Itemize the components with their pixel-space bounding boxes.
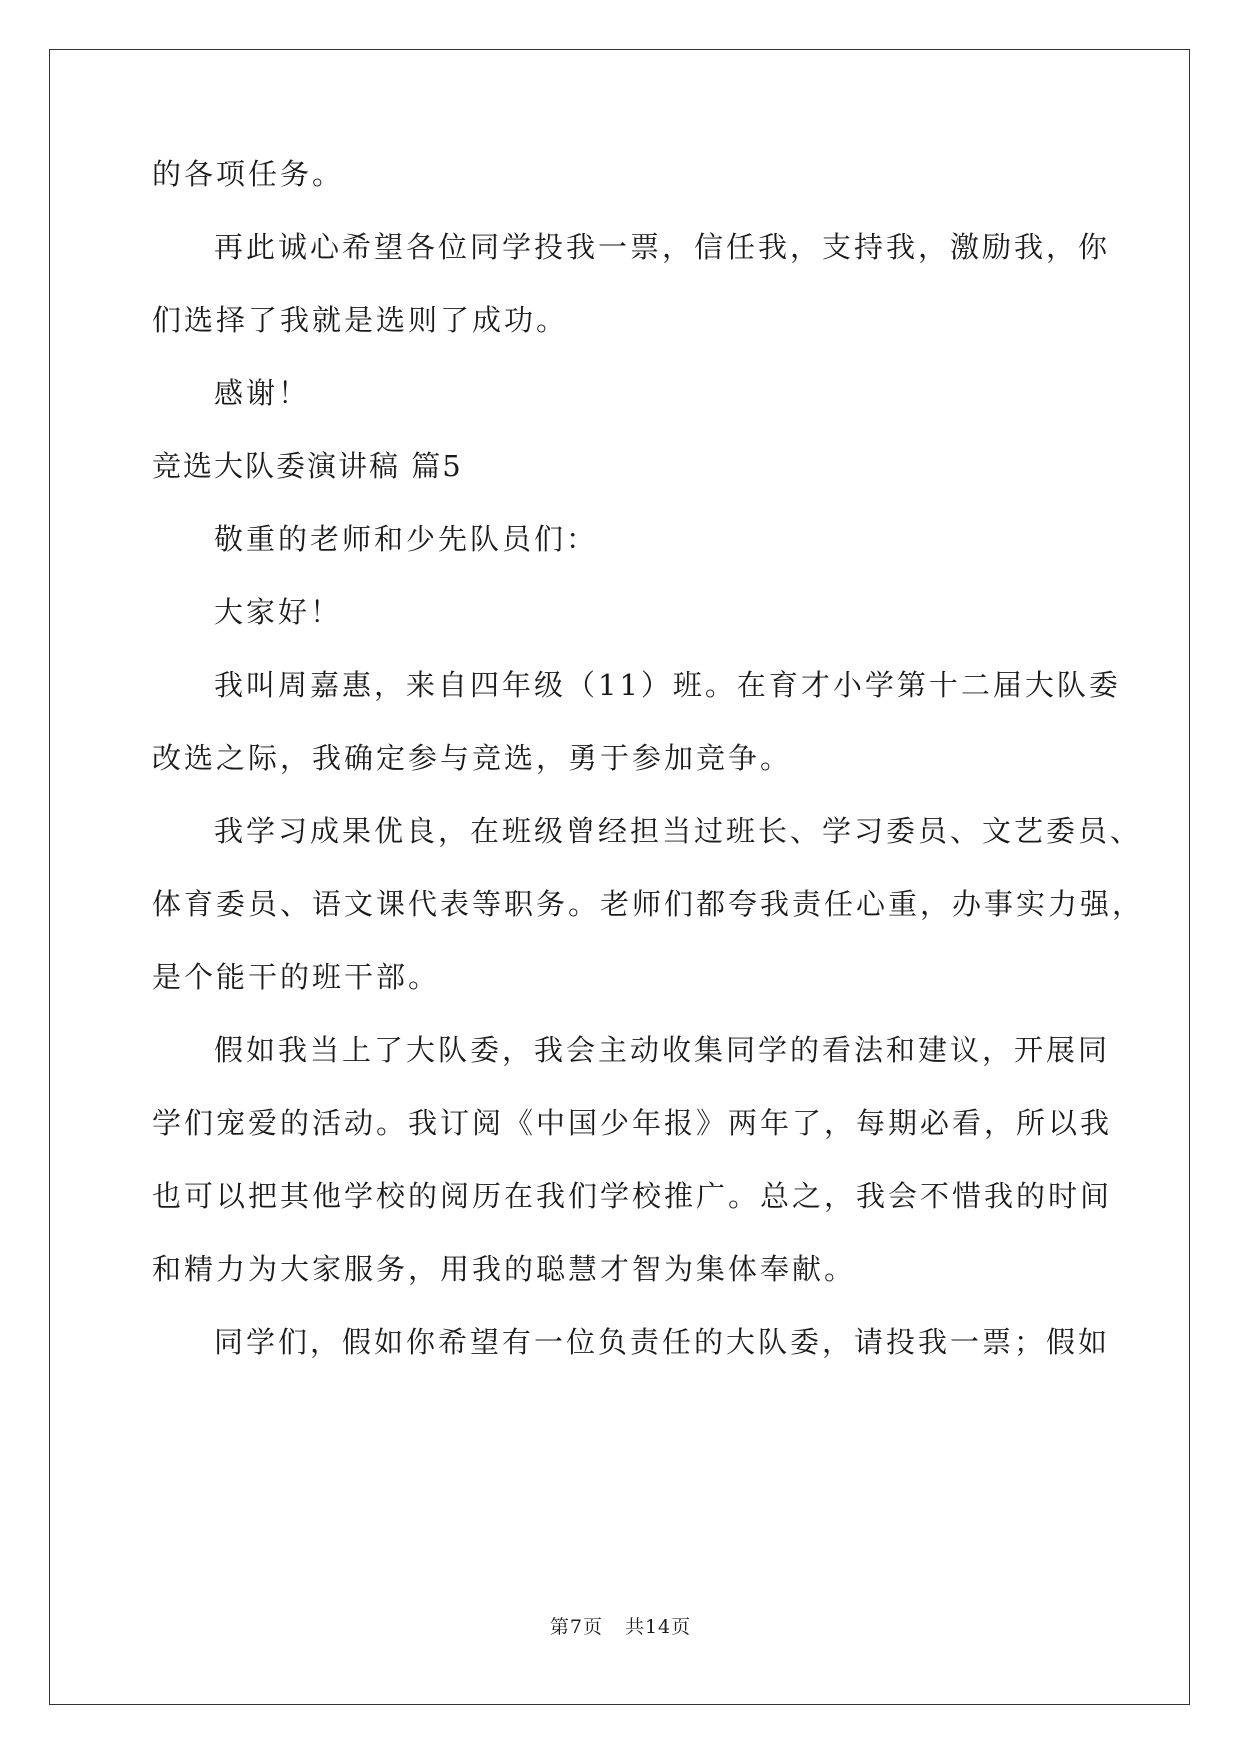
page-footer [0,1615,1241,1639]
paragraph-line: 和精力为大家服务，用我的聪慧才智为集体奉献。 [152,1252,857,1286]
page-number: 第7页 [549,1616,603,1638]
paragraph-line: 敬重的老师和少先队员们： [214,522,599,556]
paragraph-line: 是个能干的班干部。 [152,960,441,994]
paragraph-line: 体育委员、语文课代表等职务。老师们都夸我责任心重，办事实力强， [152,887,1145,921]
paragraph-line: 改选之际，我确定参与竞选，勇于参加竞争。 [152,741,793,775]
paragraph-line: 大家好！ [214,595,343,629]
paragraph-line: 学们宠爱的活动。我订阅《中国少年报》两年了，每期必看，所以我 [152,1106,1113,1140]
paragraph-line: 再此诚心希望各位同学投我一票，信任我，支持我，激励我，你 [214,230,1111,264]
paragraph-line: 我学习成果优良，在班级曾经担当过班长、学习委员、文艺委员、 [214,814,1143,848]
paragraph-line: 假如我当上了大队委，我会主动收集同学的看法和建议，开展同 [214,1033,1111,1067]
paragraph-line: 同学们，假如你希望有一位负责任的大队委，请投我一票；假如 [214,1325,1111,1359]
page-total: 共14页 [624,1616,692,1638]
paragraph-line: 也可以把其他学校的阅历在我们学校推广。总之，我会不惜我的时间 [152,1179,1113,1213]
paragraph-line: 的各项任务。 [152,157,345,191]
paragraph-line: 感谢！ [214,376,311,410]
paragraph-line: 我叫周嘉惠，来自四年级（11）班。在育才小学第十二届大队委 [214,668,1121,702]
section-heading: 竞选大队委演讲稿 篇5 [152,449,463,483]
page-border [49,49,1190,1705]
paragraph-line: 们选择了我就是选则了成功。 [152,303,569,337]
